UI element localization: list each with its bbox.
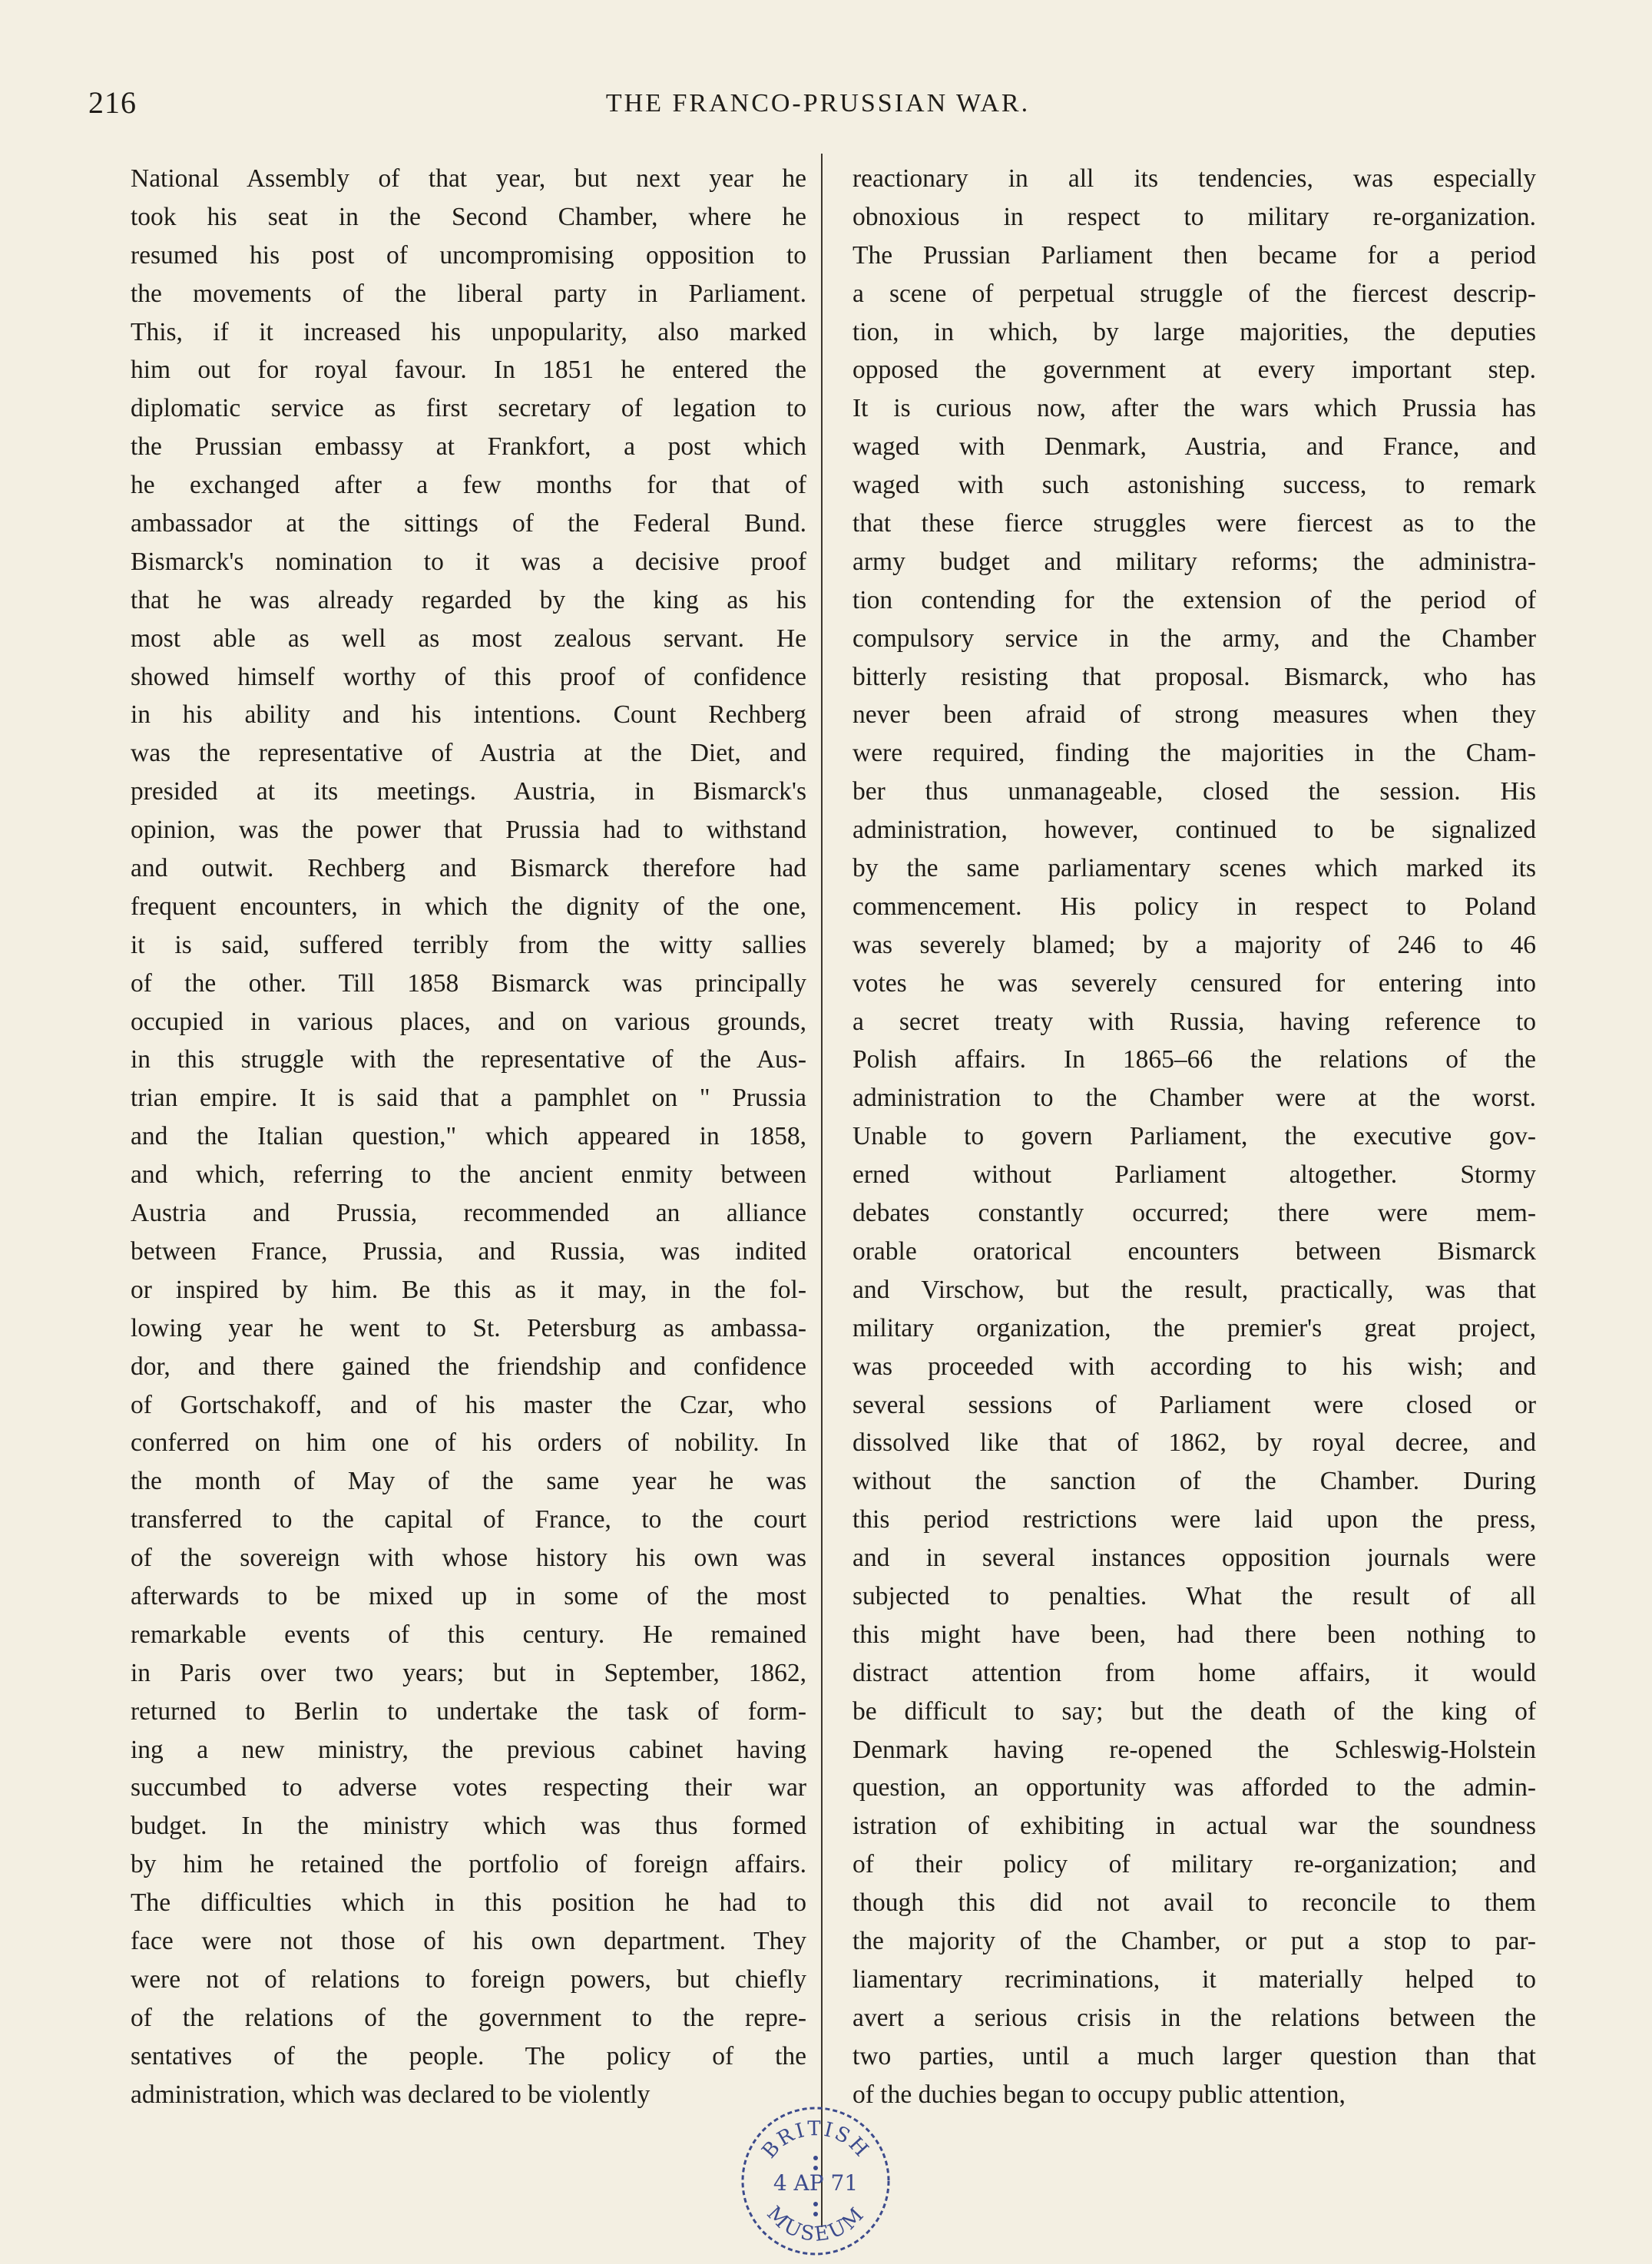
- text-line: The difficulties which in this position he had to: [131, 1888, 806, 1918]
- text-line: debates constantly occurred; there were mem-: [852, 1199, 1536, 1228]
- text-line: It is curious now, after the wars which Prussia has: [852, 394, 1536, 423]
- text-line: a scene of perpetual struggle of the fiercest descrip-: [852, 279, 1536, 308]
- stamp-top-text: BRITISH: [757, 2117, 875, 2163]
- text-line: istration of exhibiting in actual war the soundness: [852, 1812, 1536, 1841]
- text-line: reactionary in all its tendencies, was especially: [852, 164, 1536, 193]
- page-number: 216: [88, 85, 137, 120]
- text-line: a secret treaty with Russia, having reference to: [852, 1007, 1536, 1036]
- text-line: bitterly resisting that proposal. Bismarck, who has: [852, 662, 1536, 691]
- text-line: ber thus unmanageable, closed the session. His: [852, 777, 1536, 806]
- stamp-dot: [813, 2212, 818, 2216]
- text-line: frequent encounters, in which the dignity of the one,: [131, 892, 806, 921]
- stamp-bottom-text: MUSEUM: [762, 2202, 870, 2247]
- text-line: administration to the Chamber were at the worst.: [852, 1084, 1536, 1113]
- text-line: Polish affairs. In 1865–66 the relations of the: [852, 1045, 1536, 1074]
- text-line: though this did not avail to reconcile to them: [852, 1888, 1536, 1918]
- text-line: erned without Parliament altogether. Stormy: [852, 1160, 1536, 1190]
- stamp-dot: [813, 2202, 818, 2206]
- text-line: and in several instances opposition journals were: [852, 1544, 1536, 1573]
- page-header: [88, 84, 1548, 131]
- text-line: it is said, suffered terribly from the witty sallies: [131, 930, 806, 959]
- text-line: votes he was severely censured for entering into: [852, 968, 1536, 998]
- text-line: ing a new ministry, the previous cabinet having: [131, 1735, 806, 1764]
- text-line: trian empire. It is said that a pamphlet on " Prussia: [131, 1084, 806, 1113]
- text-line: presided at its meetings. Austria, in Bismarck's: [131, 777, 806, 806]
- text-line: never been afraid of strong measures when they: [852, 700, 1536, 730]
- text-line: dor, and there gained the friendship and confidence: [131, 1352, 806, 1381]
- text-line: conferred on him one of his orders of nobility. In: [131, 1428, 806, 1458]
- text-line: military organization, the premier's great project,: [852, 1313, 1536, 1342]
- text-line: by him he retained the portfolio of foreign affairs.: [131, 1850, 806, 1879]
- running-title: THE FRANCO-PRUSSIAN WAR.: [605, 89, 1031, 118]
- text-line: and which, referring to the ancient enmity between: [131, 1160, 806, 1190]
- text-line: was the representative of Austria at the Diet, and: [131, 739, 806, 768]
- text-line: him out for royal favour. In 1851 he entered the: [131, 356, 806, 385]
- text-line: in Paris over two years; but in September, 1862,: [131, 1658, 806, 1687]
- text-line: obnoxious in respect to military re-organization.: [852, 202, 1536, 231]
- text-line: of the other. Till 1858 Bismarck was principally: [131, 968, 806, 998]
- text-line: and outwit. Rechberg and Bismarck therefore had: [131, 854, 806, 883]
- text-line: opposed the government at every important step.: [852, 356, 1536, 385]
- text-line: waged with such astonishing success, to remark: [852, 471, 1536, 500]
- text-line: was severely blamed; by a majority of 246 to 46: [852, 930, 1536, 959]
- text-line: compulsory service in the army, and the Chamber: [852, 624, 1536, 653]
- text-line: most able as well as most zealous servant. He: [131, 624, 806, 653]
- text-line: commencement. His policy in respect to Poland: [852, 892, 1536, 921]
- text-line: tion contending for the extension of the period of: [852, 585, 1536, 614]
- text-line: between France, Prussia, and Russia, was indited: [131, 1236, 806, 1266]
- text-line: that he was already regarded by the king as his: [131, 585, 806, 614]
- text-line: avert a serious crisis in the relations between the: [852, 2003, 1536, 2032]
- text-line: remarkable events of this century. He remained: [131, 1620, 806, 1649]
- text-line: tion, in which, by large majorities, the deputies: [852, 317, 1536, 346]
- text-line: and the Italian question," which appeared in 1858,: [131, 1122, 806, 1151]
- text-column-left: [131, 160, 806, 2113]
- text-line: showed himself worthy of this proof of confidence: [131, 662, 806, 691]
- text-line: question, an opportunity was afforded to the admin-: [852, 1773, 1536, 1802]
- text-line: occupied in various places, and on various grounds,: [131, 1007, 806, 1036]
- text-line: lowing year he went to St. Petersburg as ambassa-: [131, 1313, 806, 1342]
- text-line: ambassador at the sittings of the Federal Bund.: [131, 509, 806, 538]
- text-line: of their policy of military re-organization; and: [852, 1850, 1536, 1879]
- text-line: liamentary recriminations, it materially helped to: [852, 1964, 1536, 1994]
- text-line: budget. In the ministry which was thus formed: [131, 1812, 806, 1841]
- text-line: was proceeded with according to his wish; and: [852, 1352, 1536, 1381]
- text-line: administration, which was declared to be violently: [131, 2080, 651, 2109]
- text-line: were required, finding the majorities in the Cham-: [852, 739, 1536, 768]
- text-line: that these fierce struggles were fiercest as to the: [852, 509, 1536, 538]
- text-line: the majority of the Chamber, or put a stop to par-: [852, 1926, 1536, 1955]
- text-line: dissolved like that of 1862, by royal decree, and: [852, 1428, 1536, 1458]
- british-museum-stamp: [733, 2097, 899, 2262]
- text-line: afterwards to be mixed up in some of the most: [131, 1581, 806, 1610]
- text-line: two parties, until a much larger question than that: [852, 2041, 1536, 2070]
- text-line: National Assembly of that year, but next year he: [131, 164, 806, 193]
- text-line: and Virschow, but the result, practically, was that: [852, 1275, 1536, 1304]
- text-line: of the sovereign with whose history his own was: [131, 1544, 806, 1573]
- stamp-date: 4 AP 71: [773, 2170, 859, 2196]
- text-line: transferred to the capital of France, to the court: [131, 1505, 806, 1534]
- column-divider: [821, 154, 823, 2227]
- text-line: of Gortschakoff, and of his master the Czar, who: [131, 1390, 806, 1419]
- text-line: The Prussian Parliament then became for a period: [852, 240, 1536, 270]
- text-line: were not of relations to foreign powers, but chiefly: [131, 1964, 806, 1994]
- text-line: of the relations of the government to the repre-: [131, 2003, 806, 2032]
- text-line: Unable to govern Parliament, the executive gov-: [852, 1122, 1536, 1151]
- text-line: orable oratorical encounters between Bismarck: [852, 1236, 1536, 1266]
- text-line: This, if it increased his unpopularity, also marked: [131, 317, 806, 346]
- text-line: of the duchies began to occupy public attention,: [852, 2080, 1346, 2109]
- text-line: waged with Denmark, Austria, and France, and: [852, 432, 1536, 462]
- text-column-right: [852, 160, 1536, 2113]
- text-line: distract attention from home affairs, it would: [852, 1658, 1536, 1687]
- text-line: Austria and Prussia, recommended an alliance: [131, 1199, 806, 1228]
- text-line: diplomatic service as first secretary of legation to: [131, 394, 806, 423]
- text-line: administration, however, continued to be signalized: [852, 816, 1536, 845]
- text-line: the movements of the liberal party in Parliament.: [131, 279, 806, 308]
- text-line: took his seat in the Second Chamber, where he: [131, 202, 806, 231]
- text-line: this might have been, had there been nothing to: [852, 1620, 1536, 1649]
- text-line: Denmark having re-opened the Schleswig-Holstein: [852, 1735, 1536, 1764]
- text-line: or inspired by him. Be this as it may, in the fol-: [131, 1275, 806, 1304]
- text-line: sentatives of the people. The policy of the: [131, 2041, 806, 2070]
- text-line: the month of May of the same year he was: [131, 1467, 806, 1496]
- text-line: without the sanction of the Chamber. During: [852, 1467, 1536, 1496]
- text-line: by the same parliamentary scenes which marked its: [852, 854, 1536, 883]
- text-line: face were not those of his own department. They: [131, 1926, 806, 1955]
- text-line: several sessions of Parliament were closed or: [852, 1390, 1536, 1419]
- stamp-dot: [813, 2156, 818, 2160]
- text-line: in his ability and his intentions. Count Rechberg: [131, 700, 806, 730]
- text-line: in this struggle with the representative of the Aus-: [131, 1045, 806, 1074]
- text-line: resumed his post of uncompromising opposition to: [131, 240, 806, 270]
- text-line: army budget and military reforms; the administra-: [852, 547, 1536, 576]
- text-line: subjected to penalties. What the result of all: [852, 1581, 1536, 1610]
- text-line: succumbed to adverse votes respecting their war: [131, 1773, 806, 1802]
- text-line: the Prussian embassy at Frankfort, a post which: [131, 432, 806, 462]
- text-line: Bismarck's nomination to it was a decisive proof: [131, 547, 806, 576]
- text-line: be difficult to say; but the death of the king of: [852, 1696, 1536, 1726]
- text-line: this period restrictions were laid upon the press,: [852, 1505, 1536, 1534]
- text-line: he exchanged after a few months for that of: [131, 471, 806, 500]
- text-line: opinion, was the power that Prussia had to withstand: [131, 816, 806, 845]
- text-line: returned to Berlin to undertake the task of form-: [131, 1696, 806, 1726]
